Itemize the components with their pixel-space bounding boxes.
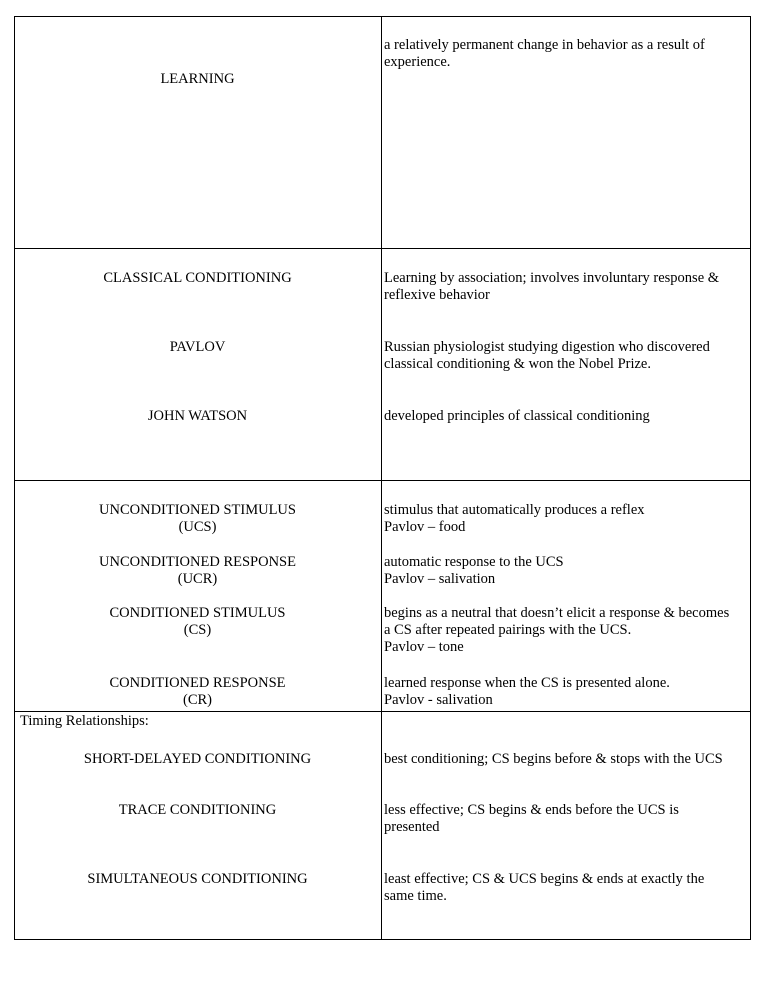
term-unconditioned-response: UNCONDITIONED RESPONSE (UCR) [99,554,296,587]
term-conditioned-stimulus: CONDITIONED STIMULUS (CS) [109,605,286,638]
term-pavlov: PAVLOV [169,339,226,355]
term-unconditioned-stimulus: UNCONDITIONED STIMULUS (UCS) [99,502,296,535]
term-conditioned-response: CONDITIONED RESPONSE (CR) [109,675,286,708]
definition-conditioned-stimulus: begins as a neutral that doesn’t elicit a response & becomes a CS after repeated pairings with the UCS. Pavlov – tone [384,605,730,655]
term-simultaneous-conditioning: SIMULTANEOUS CONDITIONING [87,871,308,887]
definition-learning: a relatively permanent change in behavior as a result of experience. [384,37,705,70]
flashcard-sheet [14,16,751,940]
definition-unconditioned-response: automatic response to the UCS Pavlov – salivation [384,554,564,587]
term-trace-conditioning: TRACE CONDITIONING [118,802,277,818]
definition-unconditioned-stimulus: stimulus that automatically produces a reflex Pavlov – food [384,502,645,535]
definition-pavlov: Russian physiologist studying digestion who discovered classical conditioning & won the Nobel Prize. [384,339,710,372]
section-divider-2 [14,480,751,481]
term-john-watson: JOHN WATSON [147,408,248,424]
term-classical-conditioning: CLASSICAL CONDITIONING [103,270,292,286]
definition-john-watson: developed principles of classical conditioning [384,408,650,424]
definition-classical-conditioning: Learning by association; involves involuntary response & reflexive behavior [384,270,720,303]
term-short-delayed-conditioning: SHORT-DELAYED CONDITIONING [83,751,312,767]
definition-simultaneous-conditioning: least effective; CS & UCS begins & ends at exactly the same time. [384,871,705,904]
term-learning: LEARNING [160,71,235,87]
section-divider-3 [14,711,751,712]
timing-relationships-label: Timing Relationships: [20,713,149,729]
definition-short-delayed-conditioning: best conditioning; CS begins before & stops with the UCS [384,751,723,767]
definition-conditioned-response: learned response when the CS is presented alone. Pavlov - salivation [384,675,670,708]
definition-trace-conditioning: less effective; CS begins & ends before the UCS is presented [384,802,679,835]
section-divider-1 [14,248,751,249]
column-divider [381,16,382,940]
